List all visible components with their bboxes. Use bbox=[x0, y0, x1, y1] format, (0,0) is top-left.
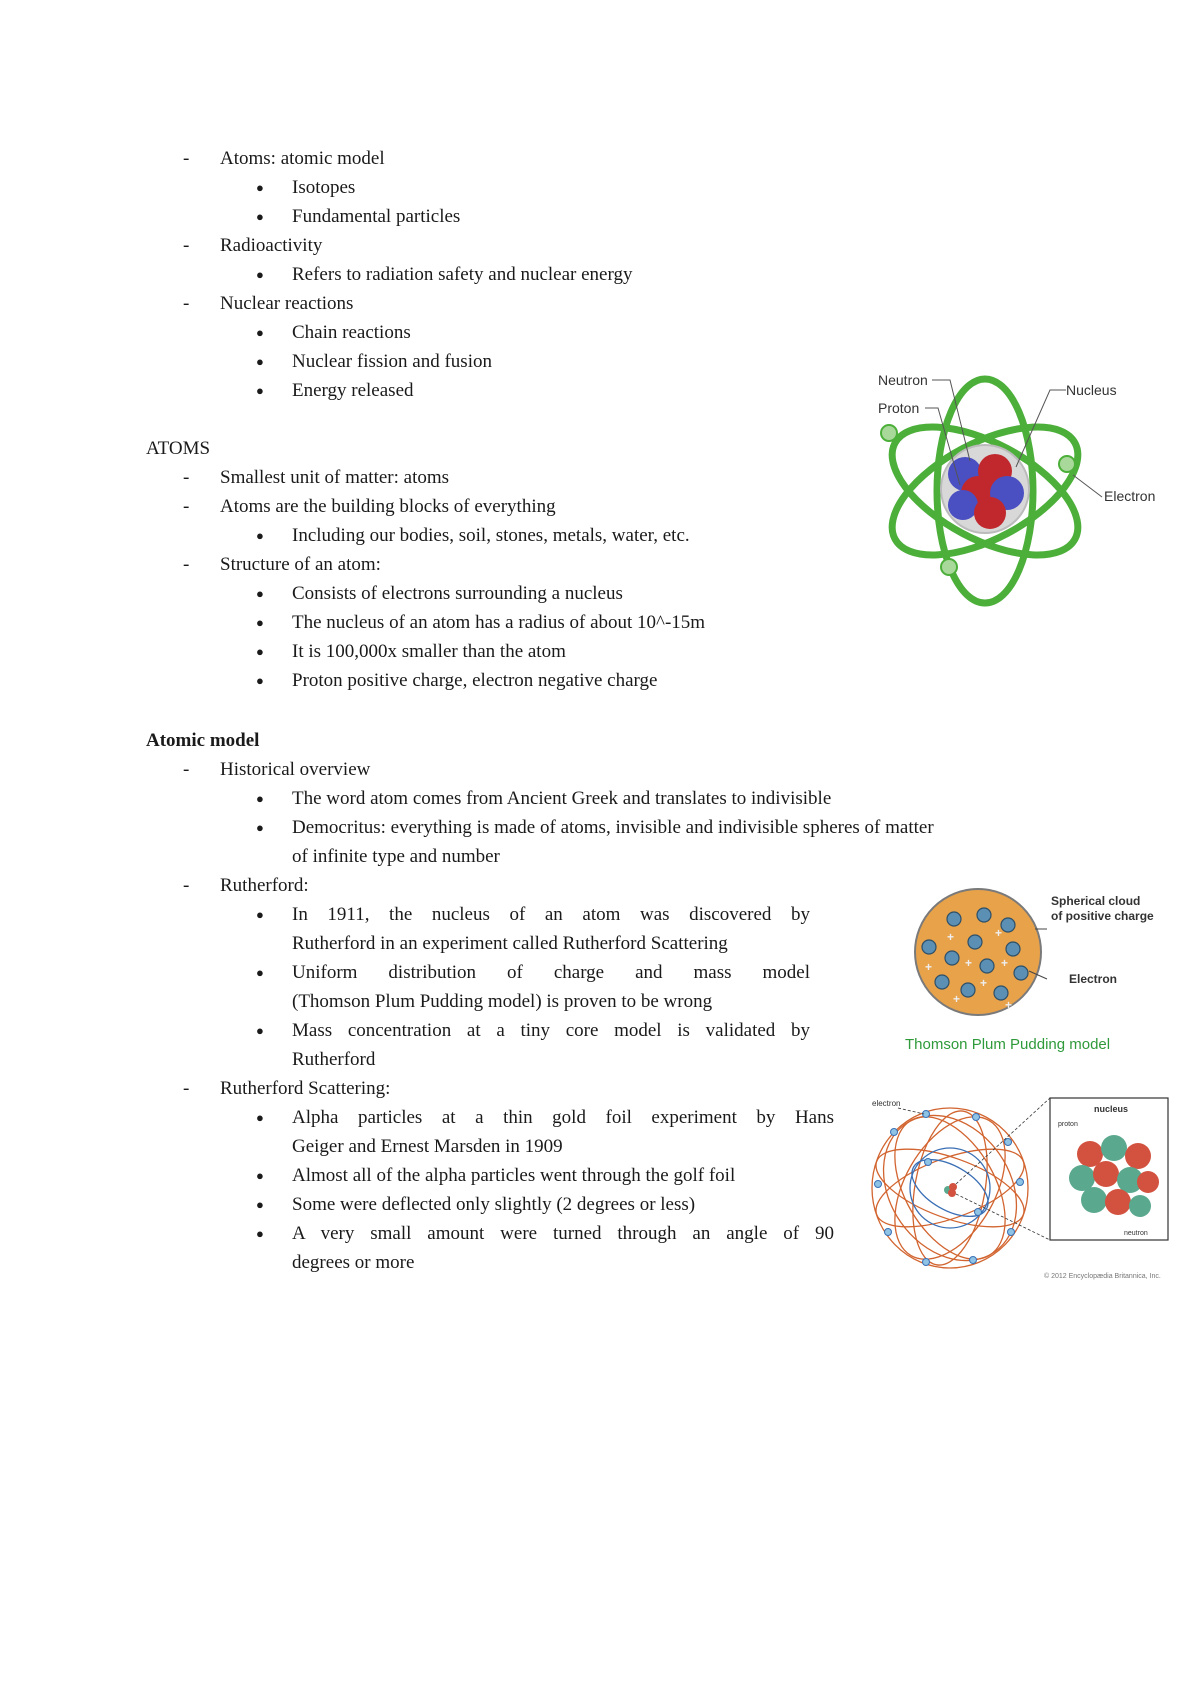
label-positive-charge: of positive charge bbox=[1051, 909, 1154, 923]
plus-sign: + bbox=[925, 960, 933, 974]
plus-sign: + bbox=[1005, 998, 1013, 1012]
label-electron: Electron bbox=[1104, 488, 1156, 504]
bullet-marker: ● bbox=[256, 1197, 264, 1212]
dash-marker: - bbox=[183, 496, 190, 517]
section-heading-atomic-model: Atomic model bbox=[146, 730, 260, 751]
electron-dot bbox=[1008, 1229, 1015, 1236]
nucleus-inset bbox=[1069, 1135, 1159, 1217]
bullet-marker: ● bbox=[256, 820, 264, 835]
bullet-marker: ● bbox=[256, 354, 264, 369]
dash-marker: - bbox=[183, 148, 190, 169]
electron-dot bbox=[935, 975, 949, 989]
label-proton: proton bbox=[1058, 1121, 1078, 1128]
tiny-nucleus bbox=[944, 1183, 957, 1197]
label-proton: Proton bbox=[878, 400, 920, 416]
plus-sign: + bbox=[980, 976, 988, 990]
electron-dot bbox=[961, 983, 975, 997]
bullet-marker: ● bbox=[256, 965, 264, 980]
neutron-ball bbox=[1081, 1187, 1107, 1213]
atom-diagram bbox=[870, 355, 1170, 615]
bullet-marker: ● bbox=[256, 644, 264, 659]
bullet-marker: ● bbox=[256, 180, 264, 195]
label-nucleus: Nucleus bbox=[1066, 382, 1117, 398]
image-credit: © 2012 Encyclopædia Britannica, Inc. bbox=[1044, 1273, 1161, 1280]
neutron-ball bbox=[1129, 1195, 1151, 1217]
electron-ball bbox=[1059, 456, 1075, 472]
plus-sign: + bbox=[965, 956, 973, 970]
proton-ball bbox=[1105, 1189, 1131, 1215]
electron-dot bbox=[891, 1129, 898, 1136]
electron-dot bbox=[973, 1114, 980, 1121]
electron-dot bbox=[875, 1181, 882, 1188]
dash-marker: - bbox=[183, 875, 190, 896]
proton-ball bbox=[1137, 1171, 1159, 1193]
electron-ball bbox=[881, 425, 897, 441]
electron-ball bbox=[941, 559, 957, 575]
electron-dot bbox=[975, 1209, 982, 1216]
electron-dot bbox=[1014, 966, 1028, 980]
bullet-marker: ● bbox=[256, 1023, 264, 1038]
section-heading-atoms: ATOMS bbox=[146, 438, 211, 459]
neutron-ball bbox=[1069, 1165, 1095, 1191]
label-electron: electron bbox=[872, 1099, 901, 1108]
dash-marker: - bbox=[183, 293, 190, 314]
electron-dot bbox=[1017, 1179, 1024, 1186]
dash-marker: - bbox=[183, 554, 190, 575]
bullet-marker: ● bbox=[256, 791, 264, 806]
bullet-marker: ● bbox=[256, 528, 264, 543]
label-electron: Electron bbox=[1069, 972, 1118, 986]
dash-marker: - bbox=[183, 1078, 190, 1099]
document-page: - Atoms: atomic model ● Isotopes ● Fundamental particles - Radioactivity ● Refers to radiation safety and nuclear energy - Nuclear reactions ● Chain reactions ● Nuclear fission and fusion ● Energy released ATOMS - Smallest unit of matter: atoms - Atoms are the building blocks of everything ● Including our bodies, soil, stones, metals, water, etc. - Structure of an atom: ● Consists of electrons surrounding a nucleus ● The nucleus of an atom has a radius of about 10^-15m ● It is 100,000x smaller than the atom ● Proton positive charge, electron negative charge Atomic model - Historical overview ● The word atom comes from Ancient Greek and translates to indivisible ● Democritus: everything is made of atoms, invisible and indivisible spheres of matter of infinite type and number - Rutherford: ● In 1911, the nucleus of an atom was discovered by Rutherford in an experiment called Rutherford Scattering ● Uniform distribution of charge and mass model (Thomson Plum Pudding model) is proven to be wrong ● Mass concentration at a tiny core model is validated by Rutherford - Rutherford Scattering: ● Alpha particles at a thin gold foil experiment by Hans Geiger and Ernest Marsden in 1909 ● Almost all of the alpha particles went through the golf foil ● Some were deflected only slightly (2 degrees or less) ● A very small amount were turned through an angle of 90 degrees or more Neutron Proton Nucleus Electron + + + + + + + + Spherical cloud of positive charge Electron Thomson Plum Pudding model electron nucleus proton neutron © 2012 Encyclopædia Britannica, Inc. bbox=[0, 0, 1200, 1698]
neutron-ball bbox=[1101, 1135, 1127, 1161]
electron-dot bbox=[977, 908, 991, 922]
bullet-marker: ● bbox=[256, 1226, 264, 1241]
rutherford-atom-diagram bbox=[868, 1092, 1178, 1284]
figure-caption: Thomson Plum Pudding model bbox=[905, 1036, 1111, 1053]
bullet-marker: ● bbox=[256, 1110, 264, 1125]
proton-ball bbox=[1093, 1161, 1119, 1187]
dash-marker: - bbox=[183, 759, 190, 780]
bullet-marker: ● bbox=[256, 383, 264, 398]
bullet-marker: ● bbox=[256, 673, 264, 688]
label-neutron: neutron bbox=[1124, 1230, 1148, 1237]
plus-sign: + bbox=[995, 926, 1003, 940]
proton-ball bbox=[974, 497, 1006, 529]
electron-dot bbox=[970, 1257, 977, 1264]
neutron-ball bbox=[948, 490, 978, 520]
dash-marker: - bbox=[183, 467, 190, 488]
thomson-model-diagram bbox=[905, 885, 1175, 1065]
electron-dot bbox=[1001, 918, 1015, 932]
bullet-marker: ● bbox=[256, 586, 264, 601]
electron-dot bbox=[980, 959, 994, 973]
electron-dot bbox=[1006, 942, 1020, 956]
label-nucleus: nucleus bbox=[1094, 1104, 1129, 1114]
label-neutron: Neutron bbox=[878, 372, 928, 388]
electron-dot bbox=[968, 935, 982, 949]
bullet-marker: ● bbox=[256, 267, 264, 282]
electron-dot bbox=[925, 1159, 932, 1166]
electron-dot bbox=[885, 1229, 892, 1236]
zoom-line bbox=[898, 1108, 924, 1114]
proton-ball bbox=[1125, 1143, 1151, 1169]
proton-ball bbox=[948, 1189, 956, 1197]
plus-sign: + bbox=[947, 930, 955, 944]
electron-dot bbox=[945, 951, 959, 965]
leader-line bbox=[1073, 475, 1102, 497]
dash-marker: - bbox=[183, 235, 190, 256]
bullet-marker: ● bbox=[256, 615, 264, 630]
bullet-marker: ● bbox=[256, 1168, 264, 1183]
plus-sign: + bbox=[1001, 956, 1009, 970]
bullet-marker: ● bbox=[256, 325, 264, 340]
label-spherical-cloud: Spherical cloud bbox=[1051, 894, 1141, 908]
electron-dot bbox=[947, 912, 961, 926]
electron-dot bbox=[923, 1259, 930, 1266]
bullet-marker: ● bbox=[256, 209, 264, 224]
plus-sign: + bbox=[953, 992, 961, 1006]
electron-dot bbox=[1005, 1139, 1012, 1146]
bullet-marker: ● bbox=[256, 907, 264, 922]
electron-dot bbox=[922, 940, 936, 954]
